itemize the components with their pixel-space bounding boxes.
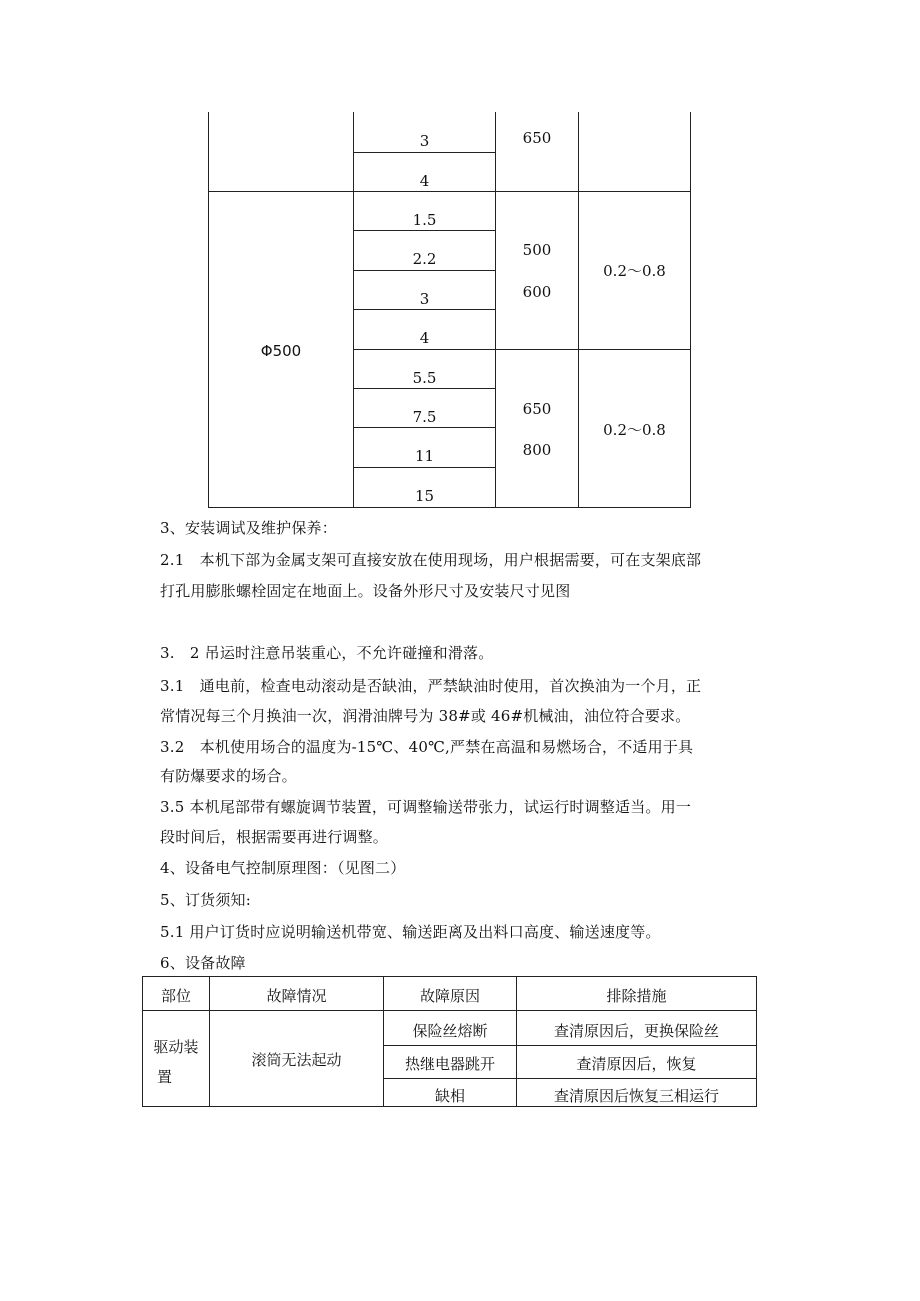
speed-cell: 0.2～0.8 bbox=[603, 262, 666, 280]
paragraph-3-5-line-2: 段时间后，根据需要再进行调整。 bbox=[160, 828, 389, 846]
width-cell: 600 bbox=[522, 283, 552, 301]
cause-cell: 热继电器跳开 bbox=[404, 1055, 495, 1073]
power-cell: 11 bbox=[414, 447, 435, 465]
power-cell: 1.5 bbox=[412, 211, 437, 229]
section-3-heading: 3、安装调试及维护保养： bbox=[160, 519, 337, 537]
paragraph-3-2-line-2: 有防爆要求的场合。 bbox=[160, 767, 297, 785]
paragraph-3-2-lifting: 3. 2 吊运时注意吊装重心，不允许碰撞和滑落。 bbox=[160, 644, 494, 662]
power-cell: 7.5 bbox=[412, 408, 437, 426]
diameter-cell: Φ500 bbox=[260, 342, 302, 360]
paragraph-3-1-line-1: 3.1 通电前，检查电动滚动是否缺油，严禁缺油时使用，首次换油为一个月，正 bbox=[160, 677, 702, 695]
part-cell-line-2: 置 bbox=[157, 1068, 173, 1086]
header-symptom: 故障情况 bbox=[266, 987, 327, 1005]
cause-cell: 保险丝熔断 bbox=[412, 1022, 488, 1040]
part-cell-line-1: 驱动装 bbox=[153, 1038, 199, 1056]
power-cell: 3 bbox=[419, 132, 430, 150]
header-remedy: 排除措施 bbox=[606, 987, 667, 1005]
section-5-heading: 5、订货须知: bbox=[160, 891, 251, 909]
header-part: 部位 bbox=[160, 987, 191, 1005]
paragraph-5-1: 5.1 用户订货时应说明输送机带宽、输送距离及出料口高度、输送速度等。 bbox=[160, 923, 661, 941]
width-cell: 650 bbox=[522, 400, 552, 418]
paragraph-3-5-line-1: 3.5 本机尾部带有螺旋调节装置，可调整输送带张力，试运行时调整适当。用一 bbox=[160, 798, 692, 816]
width-cell: 650 bbox=[522, 129, 552, 147]
section-4-heading: 4、设备电气控制原理图：（见图二） bbox=[160, 859, 406, 877]
width-cell: 500 bbox=[522, 241, 552, 259]
symptom-cell: 滚筒无法起动 bbox=[251, 1051, 342, 1069]
remedy-cell: 查清原因后恢复三相运行 bbox=[553, 1087, 719, 1105]
section-6-heading: 6、设备故障 bbox=[160, 954, 246, 972]
power-cell: 15 bbox=[414, 487, 435, 505]
remedy-cell: 查清原因后，恢复 bbox=[576, 1055, 697, 1073]
paragraph-2-1-line-2: 打孔用膨胀螺栓固定在地面上。设备外形尺寸及安装尺寸见图 bbox=[160, 582, 571, 600]
remedy-cell: 查清原因后，更换保险丝 bbox=[553, 1022, 719, 1040]
power-cell: 3 bbox=[419, 290, 430, 308]
paragraph-3-2-line-1: 3.2 本机使用场合的温度为-15℃、40℃,严禁在高温和易燃场合，不适用于具 bbox=[160, 738, 694, 756]
paragraph-2-1-line-1: 2.1 本机下部为金属支架可直接安放在使用现场，用户根据需要，可在支架底部 bbox=[160, 551, 702, 569]
cause-cell: 缺相 bbox=[434, 1087, 465, 1105]
width-cell: 800 bbox=[522, 441, 552, 459]
power-cell: 4 bbox=[419, 172, 430, 190]
power-cell: 5.5 bbox=[412, 369, 437, 387]
paragraph-3-1-line-2: 常情况每三个月换油一次，润滑油牌号为 38#或 46#机械油，油位符合要求。 bbox=[160, 707, 691, 725]
power-cell: 2.2 bbox=[412, 250, 437, 268]
header-cause: 故障原因 bbox=[419, 987, 480, 1005]
power-cell: 4 bbox=[419, 329, 430, 347]
speed-cell: 0.2～0.8 bbox=[603, 421, 666, 439]
